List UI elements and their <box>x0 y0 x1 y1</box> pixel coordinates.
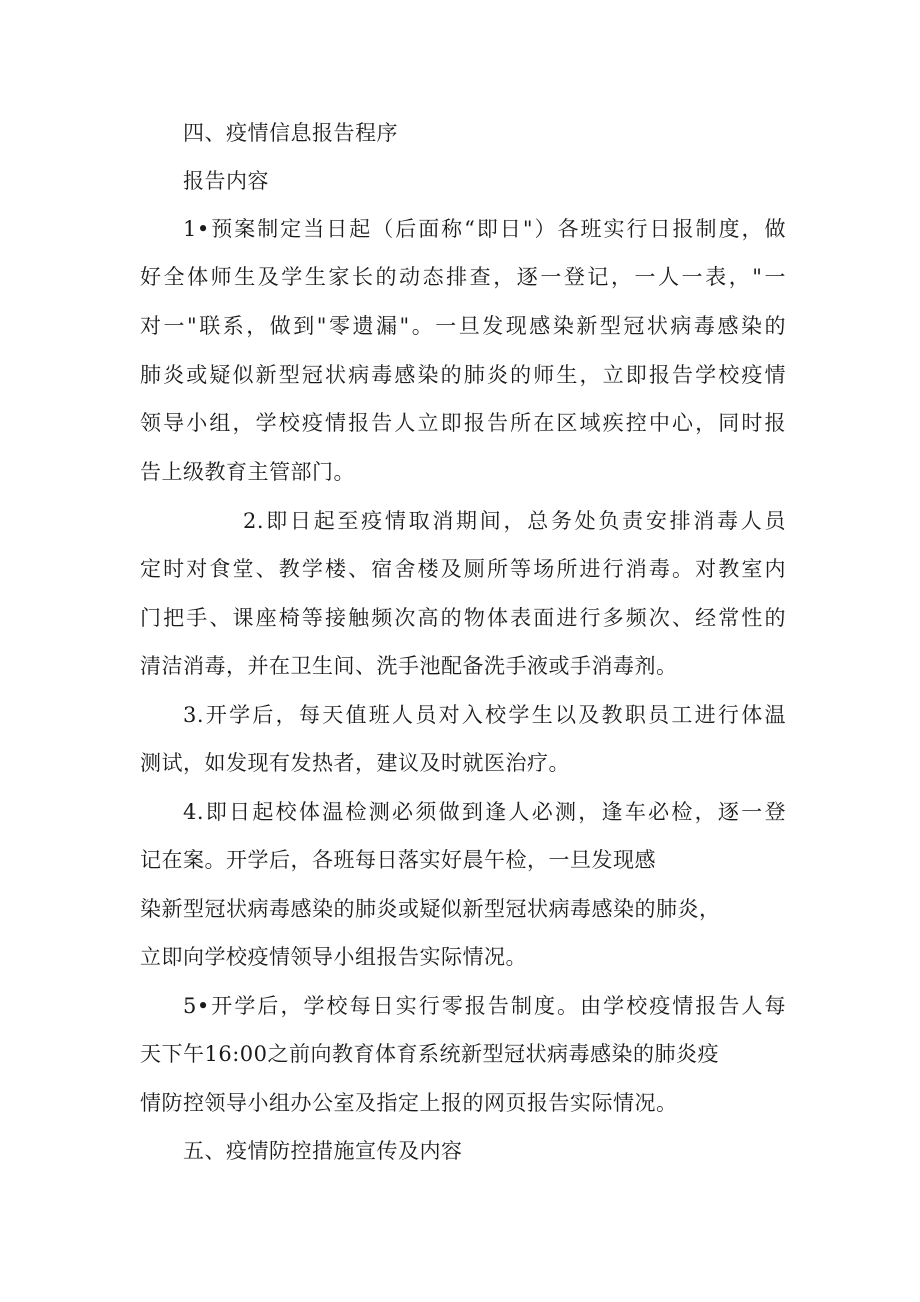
paragraph-5-line-3: 情防控领导小组办公室及指定上报的网页报告实际情况。 <box>140 1091 678 1115</box>
paragraph-2-line-4: 清洁消毒，并在卫生间、洗手池配备洗手液或手消毒剂。 <box>140 654 678 678</box>
paragraph-2-line-2: 定时对食堂、教学楼、宿舍楼及厕所等场所进行消毒。对教室内 <box>140 557 786 581</box>
section-heading-5: 五、疫情防控措施宣传及内容 <box>183 1139 463 1163</box>
paragraph-1-line-2: 好全体师生及学生家长的动态排查，逐一登记，一人一表，"一 <box>140 265 786 289</box>
paragraph-1-line-6: 告上级教育主管部门。 <box>140 460 355 484</box>
paragraph-3-line-1: 3.开学后，每天值班人员对入校学生以及教职员工进行体温 <box>183 703 786 727</box>
paragraph-2-line-1: 2.即日起至疫情取消期间，总务处负责安排消毒人员 <box>243 509 786 533</box>
paragraph-3-line-2: 测试，如发现有发热者，建议及时就医治疗。 <box>140 751 570 775</box>
paragraph-5-line-1: 5•开学后，学校每日实行零报告制度。由学校疫情报告人每 <box>183 994 786 1018</box>
paragraph-4-line-1: 4.即日起校体温检测必须做到逢人必测，逢车必检，逐一登 <box>183 800 786 824</box>
paragraph-1-line-4: 肺炎或疑似新型冠状病毒感染的肺炎的师生，立即报告学校疫情 <box>140 363 786 387</box>
paragraph-4-line-3: 染新型冠状病毒感染的肺炎或疑似新型冠状病毒感染的肺炎， <box>140 897 721 921</box>
paragraph-1-line-5: 领导小组，学校疫情报告人立即报告所在区域疾控中心，同时报 <box>140 411 786 435</box>
paragraph-5-line-2: 天下午16:00之前向教育体育系统新型冠状病毒感染的肺炎疫 <box>140 1042 720 1066</box>
subheading-report-content: 报告内容 <box>183 169 269 193</box>
paragraph-2-line-3: 门把手、课座椅等接触频次高的物体表面进行多频次、经常性的 <box>140 606 786 630</box>
paragraph-1-line-3: 对一"联系，做到"零遗漏"。一旦发现感染新型冠状病毒感染的 <box>140 314 786 338</box>
paragraph-1-line-1: 1•预案制定当日起（后面称“即日"）各班实行日报制度，做 <box>183 217 786 241</box>
paragraph-4-line-4: 立即向学校疫情领导小组报告实际情况。 <box>140 945 527 969</box>
paragraph-4-line-2: 记在案。开学后，各班每日落实好晨午检，一旦发现感 <box>140 848 656 872</box>
section-heading-4: 四、疫情信息报告程序 <box>183 121 398 145</box>
